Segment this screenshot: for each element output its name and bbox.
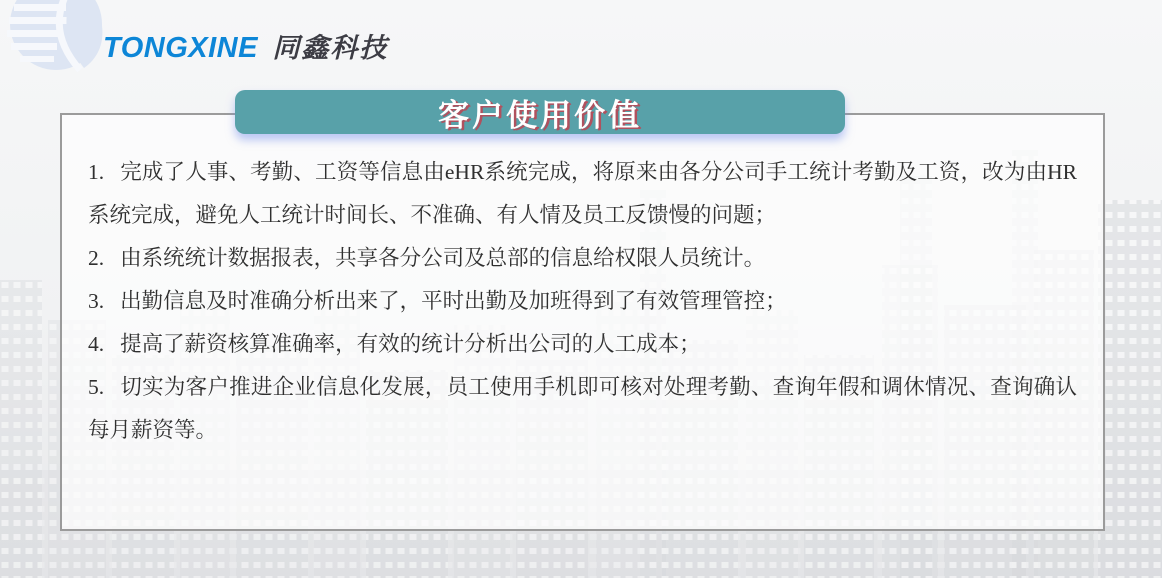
value-list (88, 151, 1077, 452)
globe-swoosh-icon (6, 0, 106, 72)
list-item (88, 237, 1077, 280)
list-item (88, 280, 1077, 323)
item-text: 由系统统计数据报表，共享各分公司及总部的信息给权限人员统计。 (120, 246, 766, 270)
item-number: 4. (88, 332, 105, 356)
list-item (88, 366, 1077, 452)
item-text: 切实为客户推进企业信息化发展，员工使用手机即可核对处理考勤、查询年假和调休情况、查询确认每月薪资等。 (88, 375, 1077, 442)
item-text: 提高了薪资核算准确率，有效的统计分析出公司的人工成本； (120, 332, 701, 356)
content-panel (60, 113, 1105, 531)
item-number: 3. (88, 289, 105, 313)
item-number: 1. (88, 160, 105, 184)
title-banner (235, 90, 845, 134)
item-text: 完成了人事、考勤、工资等信息由eHR系统完成，将原来由各分公司手工统计考勤及工资，改为由HR系统完成，避免人工统计时间长、不准确、有人情及员工反馈慢的问题； (88, 160, 1077, 227)
page-title: 客户使用价值 (438, 97, 642, 133)
item-number: 5. (88, 375, 105, 399)
brand-text (103, 26, 388, 65)
brand-name-en: TONGXINE (103, 32, 258, 64)
list-item (88, 151, 1077, 237)
brand-name-cn: 同鑫科技 (272, 33, 389, 63)
list-item (88, 323, 1077, 366)
logo (0, 0, 460, 80)
item-number: 2. (88, 246, 105, 270)
item-text: 出勤信息及时准确分析出来了，平时出勤及加班得到了有效管理管控； (120, 289, 787, 313)
